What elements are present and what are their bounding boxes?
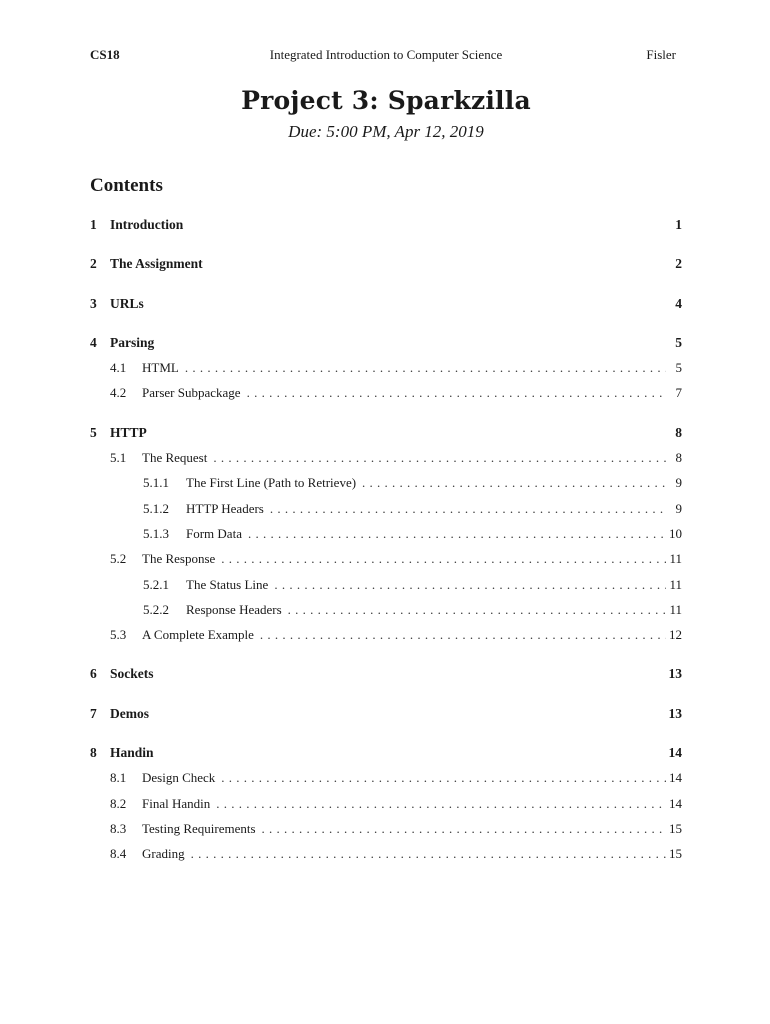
toc-entry-page: 14: [668, 745, 682, 761]
toc-entry-page: 13: [668, 705, 682, 721]
toc-entry-number: 8.1: [110, 770, 127, 786]
document-page: [90, 0, 682, 1024]
toc-entry-page: 15: [669, 846, 682, 862]
toc-entry-label: Final Handin: [142, 795, 211, 811]
toc-entry-page: 8: [675, 450, 682, 466]
toc-dot-leader: [185, 355, 666, 380]
toc-entry-label: Handin: [110, 745, 154, 761]
toc-entry-page: 7: [675, 385, 682, 401]
toc-entry[interactable]: [90, 597, 682, 622]
toc-entry-page: 11: [669, 601, 682, 617]
toc-entry[interactable]: [90, 291, 682, 316]
toc-dot-leader: [221, 546, 666, 571]
toc-entry-page: 1: [675, 217, 682, 232]
toc-dot-leader: [274, 572, 666, 597]
toc-entry[interactable]: [90, 661, 682, 686]
toc-entry[interactable]: [90, 622, 682, 647]
toc-entry-number: 5.1.3: [143, 525, 169, 541]
toc-entry-number: 5.2: [110, 551, 127, 567]
toc-dot-leader: [362, 470, 666, 495]
toc-entry-page: 14: [669, 795, 682, 811]
toc-entry-label: Demos: [110, 705, 149, 721]
contents-heading: Contents: [90, 175, 163, 196]
toc-entry-label: Design Check: [142, 770, 216, 786]
toc-dot-leader: [248, 521, 666, 546]
toc-entry-label: The Response: [142, 551, 216, 567]
toc-entry-number: 5.2.2: [143, 601, 169, 617]
toc-entry-label: Parser Subpackage: [142, 385, 241, 401]
toc-entry[interactable]: [90, 572, 682, 597]
toc-entry[interactable]: [90, 701, 682, 726]
toc-entry-number: 5.1.1: [143, 475, 169, 491]
toc-entry[interactable]: [90, 420, 682, 445]
toc-entry-number: 5: [90, 424, 97, 440]
toc-entry-page: 15: [669, 820, 682, 836]
toc-dot-leader: [221, 765, 666, 790]
header-course-title: Integrated Introduction to Computer Science: [269, 47, 503, 62]
running-header: [90, 47, 682, 67]
toc-entry-number: 8.2: [110, 795, 127, 811]
toc-entry-label: The First Line (Path to Retrieve): [186, 475, 357, 491]
toc-entry-label: Introduction: [110, 217, 184, 232]
toc-entry[interactable]: [90, 212, 682, 237]
toc-entry-number: 3: [90, 295, 97, 311]
toc-entry-number: 8.3: [110, 820, 127, 836]
toc-entry-label: Sockets: [110, 666, 154, 682]
toc-dot-leader: [247, 380, 666, 405]
toc-entry-page: 11: [669, 551, 682, 567]
toc-entry-label: The Assignment: [110, 256, 203, 272]
toc-entry-number: 6: [90, 666, 97, 682]
toc-entry-label: HTTP: [110, 424, 147, 440]
toc-entry-label: HTML: [142, 360, 179, 376]
toc-entry-number: 8: [90, 745, 97, 761]
toc-entry[interactable]: [90, 521, 682, 546]
toc-entry-number: 2: [90, 256, 97, 272]
toc-entry-label: HTTP Headers: [186, 500, 264, 516]
toc-dot-leader: [191, 841, 666, 866]
toc-entry-page: 5: [675, 360, 682, 376]
toc-entry-label: The Status Line: [186, 576, 269, 592]
toc-entry[interactable]: [90, 791, 682, 816]
toc-dot-leader: [288, 597, 666, 622]
toc-entry-number: 5.1.2: [143, 500, 169, 516]
toc-entry-number: 8.4: [110, 846, 127, 862]
toc-entry-number: 4.1: [110, 360, 127, 376]
toc-entry[interactable]: [90, 496, 682, 521]
toc-entry-page: 9: [675, 475, 682, 491]
toc-dot-leader: [262, 816, 666, 841]
toc-entry-page: 11: [669, 576, 682, 592]
toc-dot-leader: [216, 791, 666, 816]
toc-entry-label: URLs: [110, 295, 144, 311]
toc-entry[interactable]: [90, 546, 682, 571]
toc-entry-number: 5.3: [110, 627, 127, 643]
toc-entry-number: 5.1: [110, 450, 127, 466]
toc-entry[interactable]: [90, 355, 682, 380]
toc-entry-number: 1: [90, 217, 97, 232]
toc-entry-label: Response Headers: [186, 601, 282, 617]
toc-entry-page: 5: [675, 334, 682, 350]
toc-entry-page: 14: [669, 770, 682, 786]
toc-entry[interactable]: [90, 740, 682, 765]
toc-entry[interactable]: [90, 251, 682, 276]
toc-entry[interactable]: [90, 841, 682, 866]
toc-entry-page: 8: [675, 424, 682, 440]
toc-entry[interactable]: [90, 380, 682, 405]
toc-entry-page: 4: [675, 295, 682, 311]
toc-entry[interactable]: [90, 765, 682, 790]
toc-entry-page: 13: [668, 666, 682, 682]
toc-dot-leader: [213, 445, 666, 470]
toc-entry-number: 4: [90, 334, 97, 350]
toc-entry-page: 9: [675, 500, 682, 516]
toc-entry[interactable]: [90, 445, 682, 470]
toc-dot-leader: [270, 496, 666, 521]
toc-entry-number: 7: [90, 705, 97, 721]
toc-entry[interactable]: [90, 330, 682, 355]
header-instructor: Fisler: [646, 47, 676, 62]
toc-entry-label: The Request: [142, 450, 208, 466]
document-title: Project 3: Sparkzilla: [241, 86, 531, 115]
toc-entry[interactable]: [90, 816, 682, 841]
toc-entry-number: 4.2: [110, 385, 127, 401]
toc-dot-leader: [260, 622, 666, 647]
toc-entry-page: 10: [669, 525, 682, 541]
toc-entry[interactable]: [90, 470, 682, 495]
due-date: Due: 5:00 PM, Apr 12, 2019: [288, 122, 484, 141]
toc-entry-page: 12: [669, 627, 682, 643]
header-course-code: CS18: [90, 47, 120, 62]
toc-entry-label: Testing Requirements: [142, 820, 256, 836]
toc-entry-page: 2: [675, 256, 682, 272]
toc-entry-label: Grading: [142, 846, 185, 862]
toc-entry-number: 5.2.1: [143, 576, 169, 592]
toc-entry-label: Form Data: [186, 525, 242, 541]
toc-entry-label: A Complete Example: [142, 627, 254, 643]
toc-entry-label: Parsing: [110, 334, 155, 350]
table-of-contents: [90, 212, 682, 867]
